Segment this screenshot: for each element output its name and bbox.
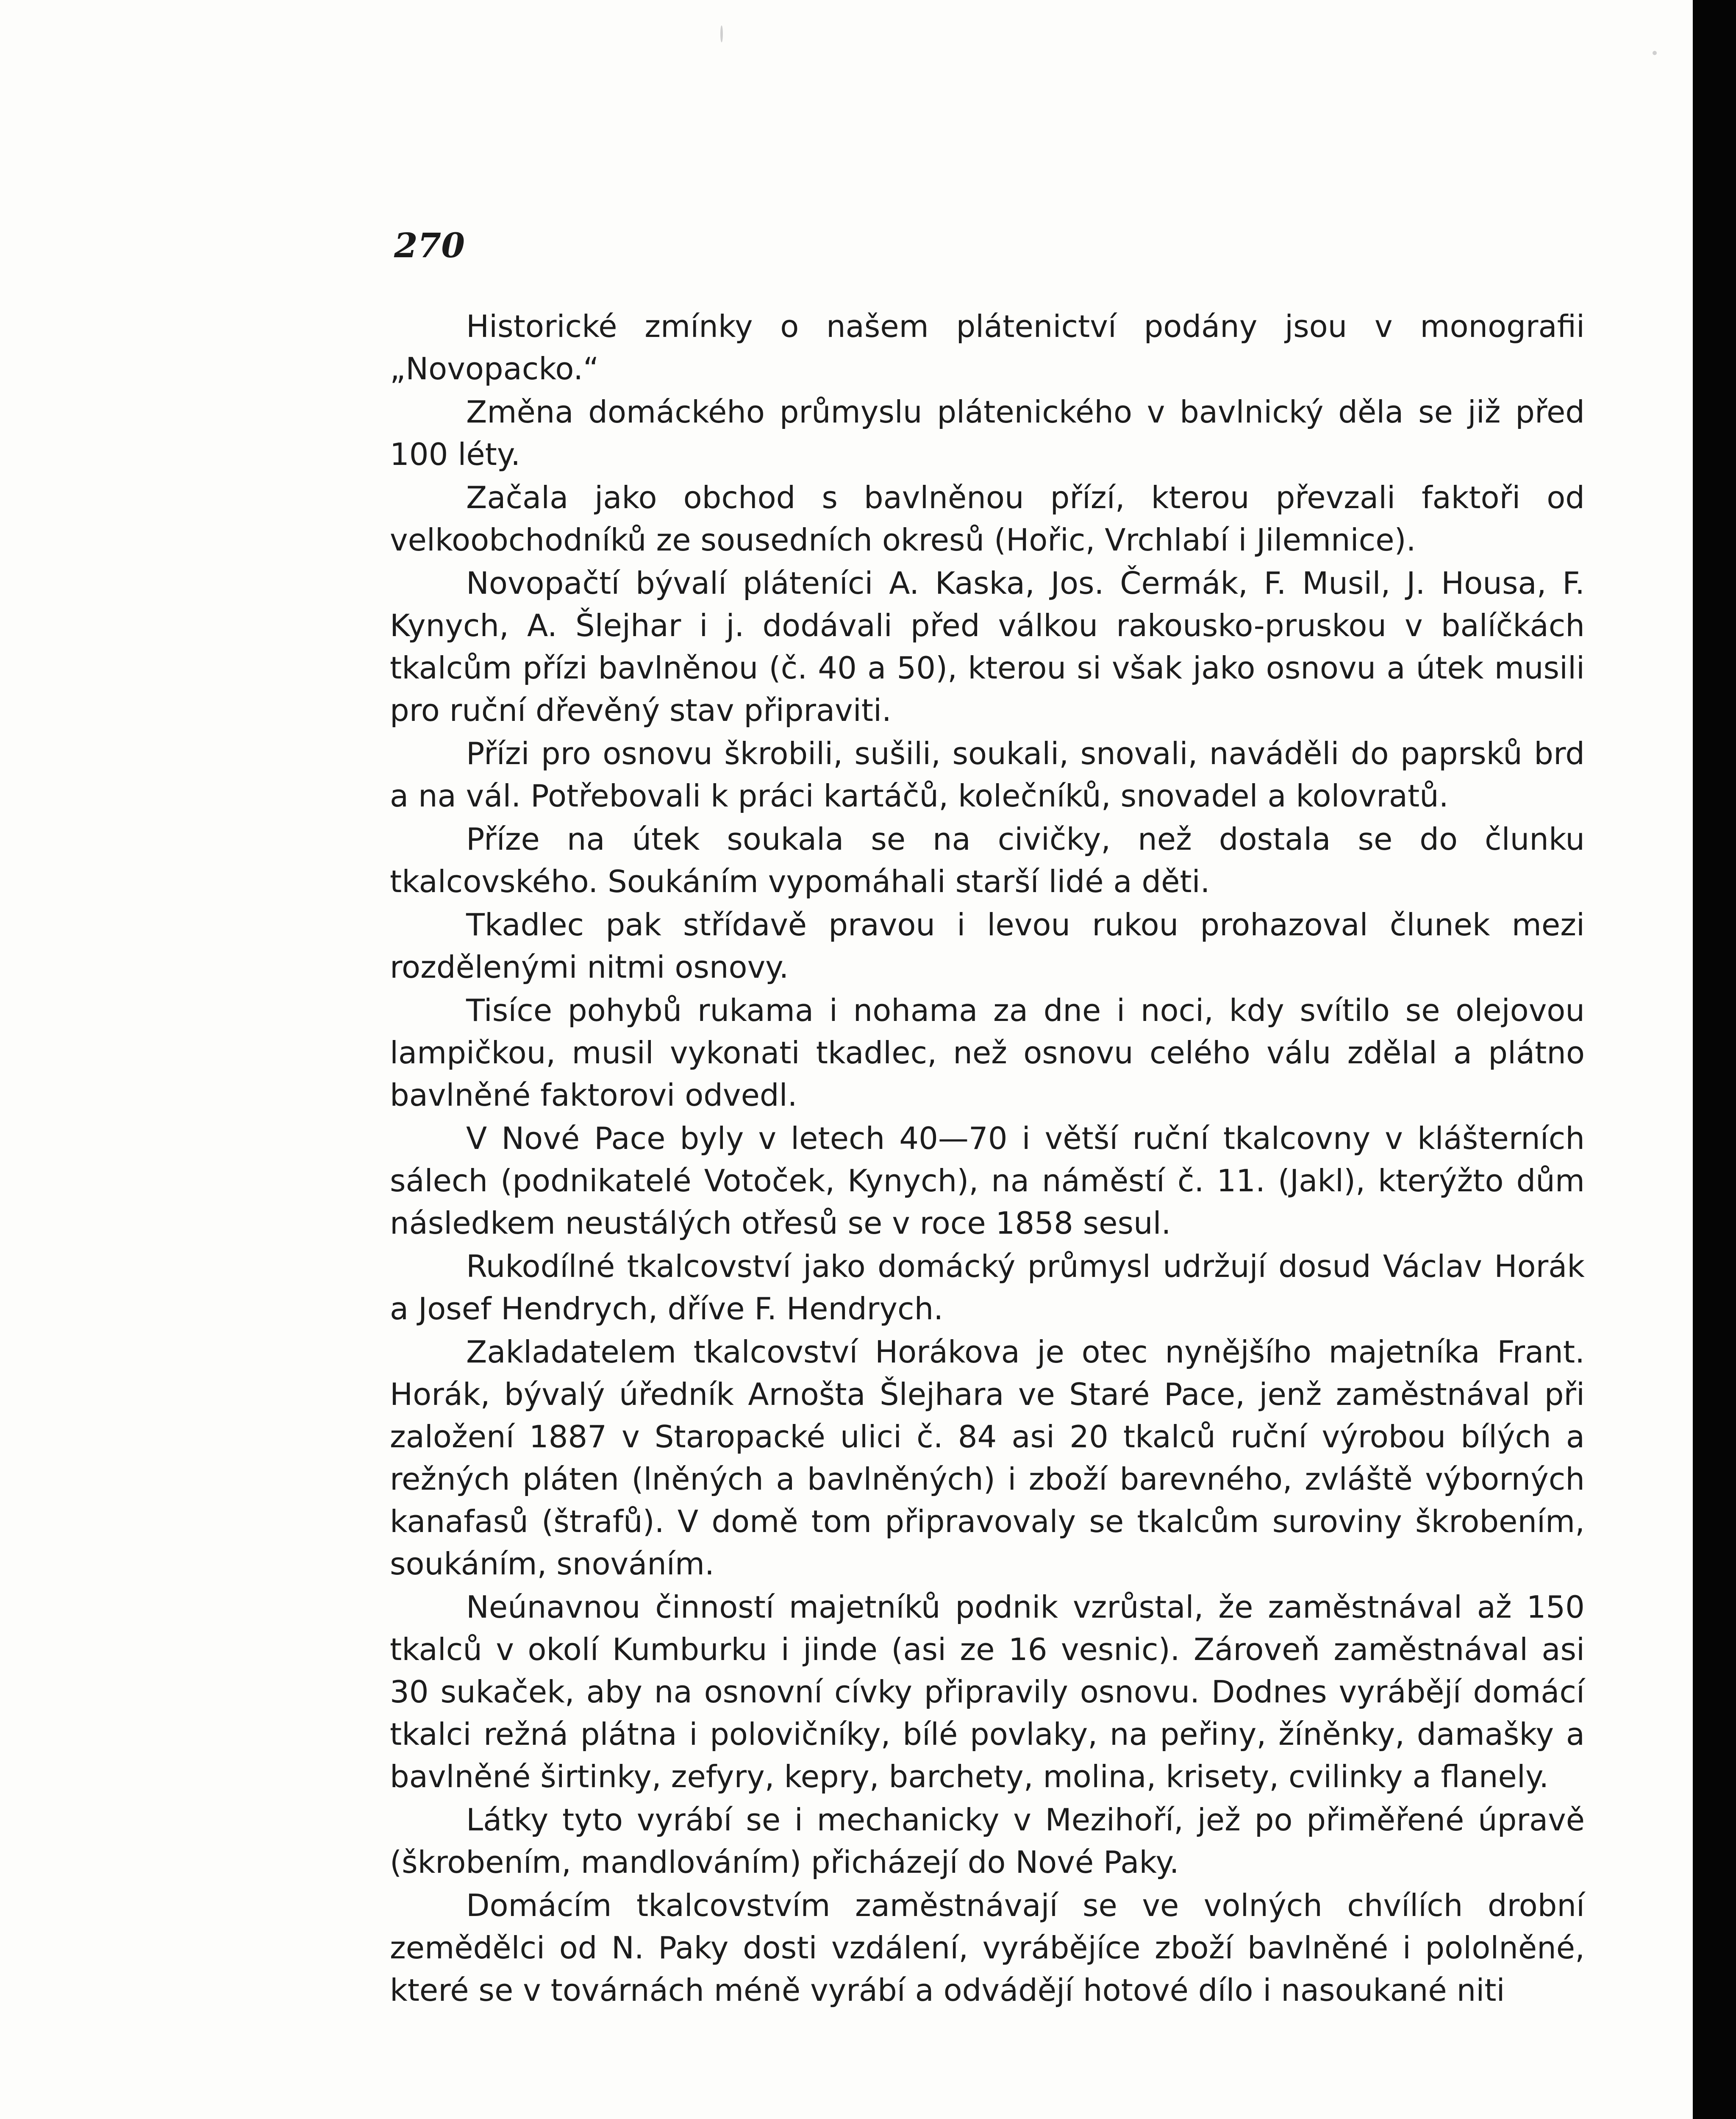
paragraph: Začala jako obchod s bavlněnou přízí, kterou převzali faktoři od velkoobchodníků ze sousedních okresů (Hořic, Vrchlabí i Jilemnice). xyxy=(390,480,1585,558)
scan-speck xyxy=(720,25,723,42)
paragraph: Zakladatelem tkalcovství Horákova je otec nynějšího majetníka Frant. Horák, bývalý úředník Arnošta Šlejhara ve Staré Pace, jenž zaměstnával při založení 1887 v Staropacké ulici č. 84 asi 20 tkalců ruční výrobou bílých a režných pláten (lněných a bavlněných) i zboží barevného, zvláště výborných kanafasů (štrafů). V domě tom připravovaly se tkalcům suroviny škrobením, soukáním, snováním. xyxy=(390,1334,1585,1582)
paragraph: Látky tyto vyrábí se i mechanicky v Mezihoří, jež po přiměřené úpravě (škrobením, mandlováním) přicházejí do Nové Paky. xyxy=(390,1802,1585,1880)
paragraph: Historické zmínky o našem plátenictví podány jsou v monografii „Novopacko.“ xyxy=(390,309,1585,387)
scan-speck xyxy=(1653,51,1657,55)
paragraph: Neúnavnou činností majetníků podnik vzrůstal, že zaměstnával až 150 tkalců v okolí Kumburku i jinde (asi ze 16 vesnic). Zároveň zaměstnával asi 30 sukaček, aby na osnovní cívky připravily osnovu. Dodnes vyrábějí domácí tkalci režná plátna i polovičníky, bílé povlaky, na peřiny, žíněnky, damašky a bavlněné širtinky, zefyry, kepry, barchety, molina, krisety, cvilinky a flanely. xyxy=(390,1589,1585,1794)
body-text xyxy=(390,305,1585,2011)
paragraph: V Nové Pace byly v letech 40—70 i větší ruční tkalcovny v klášterních sálech (podnikatelé Votoček, Kynych), na náměstí č. 11. (Jakl), kterýžto dům následkem neustálých otřesů se v roce 1858 sesul. xyxy=(390,1121,1585,1241)
paragraph: Novopačtí bývalí pláteníci A. Kaska, Jos. Čermák, F. Musil, J. Housa, F. Kynych, A. Šlejhar i j. dodávali před válkou rakousko-pruskou v balíčkách tkalcům přízi bavlněnou (č. 40 a 50), kterou si však jako osnovu a útek musili pro ruční dřevěný stav připraviti. xyxy=(390,565,1585,728)
paragraph: Tkadlec pak střídavě pravou i levou rukou prohazoval člunek mezi rozdělenými nitmi osnovy. xyxy=(390,907,1585,985)
paragraph: Přízi pro osnovu škrobili, sušili, soukali, snovali, naváděli do paprsků brd a na vál. Potřebovali k práci kartáčů, kolečníků, snovadel a kolovratů. xyxy=(390,736,1585,814)
page-number: 270 xyxy=(394,225,465,265)
paragraph: Rukodílné tkalcovství jako domácký průmysl udržují dosud Václav Horák a Josef Hendrych, dříve F. Hendrych. xyxy=(390,1249,1585,1326)
scan-right-border xyxy=(1693,0,1736,2119)
paragraph: Příze na útek soukala se na civičky, než dostala se do člunku tkalcovského. Soukáním vypomáhali starší lidé a děti. xyxy=(390,821,1585,899)
paragraph: Tisíce pohybů rukama i nohama za dne i noci, kdy svítilo se olejovou lampičkou, musil vykonati tkadlec, než osnovu celého válu zdělal a plátno bavlněné faktorovi odvedl. xyxy=(390,993,1585,1113)
paragraph: Domácím tkalcovstvím zaměstnávají se ve volných chvílích drobní zemědělci od N. Paky dosti vzdálení, vyrábějíce zboží bavlněné i pololněné, které se v továrnách méně vyrábí a odvádějí hotové dílo i nasoukané niti xyxy=(390,1888,1585,2008)
paragraph: Změna domáckého průmyslu plátenického v bavlnický děla se již před 100 léty. xyxy=(390,394,1585,472)
